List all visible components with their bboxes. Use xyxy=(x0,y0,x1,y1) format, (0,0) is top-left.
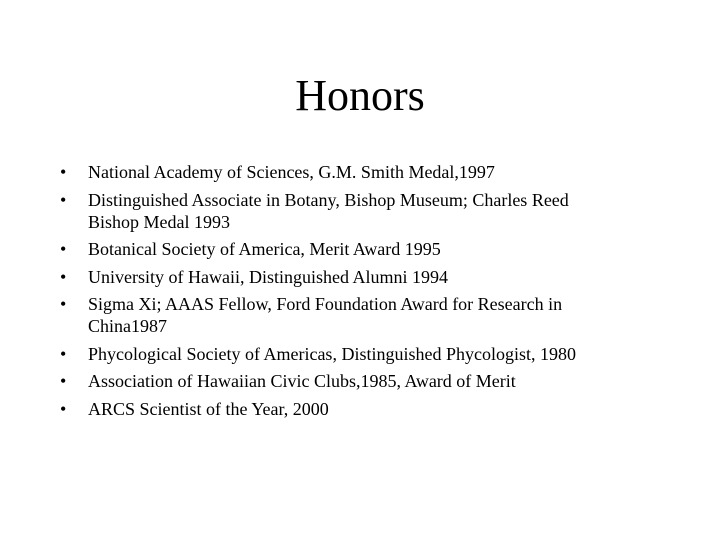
bullet-icon: • xyxy=(60,294,67,314)
list-item-text: University of Hawaii, Distinguished Alumni 1994 xyxy=(88,266,448,287)
list-item xyxy=(56,161,656,183)
list-item-text: National Academy of Sciences, G.M. Smith Medal,1997 xyxy=(88,162,495,182)
bullet-icon: • xyxy=(60,162,67,182)
list-item xyxy=(56,398,656,420)
list-item xyxy=(56,238,656,260)
list-item-text: Phycological Society of Americas, Distinguished Phycologist, 1980 xyxy=(88,343,576,364)
bullet-icon: • xyxy=(60,189,67,210)
list-item-text: ARCS Scientist of the Year, 2000 xyxy=(88,398,329,419)
honors-list xyxy=(56,161,656,425)
list-item-text: Association of Hawaiian Civic Clubs,1985, Award of Merit xyxy=(88,371,516,391)
bullet-icon: • xyxy=(60,343,67,364)
list-item xyxy=(56,293,656,337)
bullet-icon: • xyxy=(60,266,67,287)
slide-title: Honors xyxy=(295,71,425,120)
list-item xyxy=(56,189,656,233)
bullet-icon: • xyxy=(60,239,67,259)
list-item-text: Botanical Society of America, Merit Award 1995 xyxy=(88,239,441,259)
list-item xyxy=(56,370,656,392)
bullet-icon: • xyxy=(60,371,67,391)
list-item-text: Distinguished Associate in Botany, Bishop Museum; Charles Reed Bishop Medal 1993 xyxy=(88,189,569,232)
list-item xyxy=(56,266,656,288)
list-item xyxy=(56,343,656,365)
list-item-text: Sigma Xi; AAAS Fellow, Ford Foundation Award for Research in China1987 xyxy=(88,294,563,336)
bullet-icon: • xyxy=(60,398,67,419)
